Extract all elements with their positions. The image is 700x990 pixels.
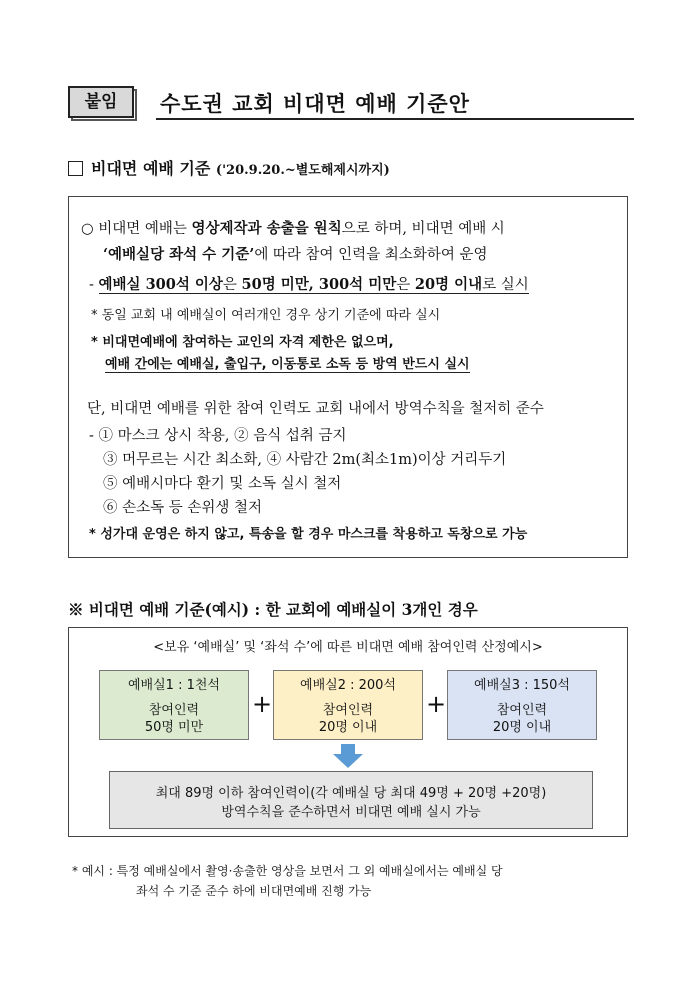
text-span: -	[89, 277, 99, 293]
criteria-box	[68, 196, 628, 558]
section2-heading: ※ 비대면 예배 기준(예시) : 한 교회에 예배실이 3개인 경우	[68, 600, 478, 619]
section1-title: 비대면 예배 기준	[91, 159, 211, 178]
criteria-line-8: - ① 마스크 상시 착용, ② 음식 섭취 금지	[89, 428, 347, 444]
section1-heading	[68, 156, 390, 179]
criteria-note-1: * 동일 교회 내 예배실이 여러개인 경우 상기 기준에 따라 실시	[91, 308, 441, 323]
criteria-note-2: * 비대면예배에 참여하는 교인의 자격 제한은 없으며,	[91, 335, 394, 350]
section1-period: ('20.9.20.~별도해제시까지)	[215, 163, 390, 178]
room-2-label: 참여인력	[322, 703, 374, 718]
criteria-line-9: ③ 머무르는 시간 최소화, ④ 사람간 2m(최소1m)이상 거리두기	[103, 452, 507, 468]
result-box	[109, 771, 593, 829]
footnote-line-1: * 예시 : 특정 예배실에서 촬영·송출한 영상을 보면서 그 외 예배실에서는 예배실 당	[72, 864, 503, 878]
room-3-label: 참여인력	[496, 703, 548, 718]
footnote-line-2: 좌석 수 기준 준수 하에 비대면예배 진행 가능	[136, 884, 372, 898]
text-span: 은	[222, 277, 242, 293]
text-span: ○ 비대면 예배는	[81, 221, 192, 237]
room-1-title: 예배실1 : 1천석	[128, 678, 220, 693]
text-span-bold: 20명 이내	[414, 276, 483, 293]
text-span-bold: 50명 미만, 300석 미만	[241, 276, 397, 293]
text-span: 으로 하며, 비대면 예배 시	[341, 221, 505, 237]
text-span-bold: ‘예배실당 좌석 수 기준’	[103, 246, 255, 263]
checkbox-icon	[68, 161, 83, 176]
example-box	[68, 627, 628, 837]
room-2-title: 예배실2 : 200석	[300, 678, 396, 693]
text-span: 로 실시	[482, 277, 529, 293]
criteria-line-1	[81, 217, 505, 238]
criteria-line-10: ⑤ 예배시마다 환기 및 소독 실시 철저	[103, 476, 342, 492]
room-3-box	[447, 670, 597, 740]
text-span: 은	[396, 277, 415, 293]
plus-sign-2: +	[426, 690, 447, 718]
down-arrow-icon	[333, 744, 363, 768]
criteria-line-7: 단, 비대면 예배를 위한 참여 인력도 교회 내에서 방역수칙을 철저히 준수	[87, 401, 544, 417]
result-line-2: 방역수칙을 준수하면서 비대면 예배 실시 가능	[221, 805, 481, 820]
criteria-note-4: * 성가대 운영은 하지 않고, 특송을 할 경우 마스크를 착용하고 독창으로 가능	[89, 527, 528, 542]
example-caption: <보유 ‘예배실’ 및 ‘좌석 수’에 따른 비대면 예배 참여인력 산정예시>	[153, 640, 543, 655]
room-1-value: 50명 미만	[144, 720, 204, 735]
room-1-box	[99, 670, 249, 740]
room-2-box	[273, 670, 423, 740]
room-3-value: 20명 이내	[492, 720, 552, 735]
criteria-line-11: ⑥ 손소독 등 손위생 철저	[103, 500, 262, 516]
title-underline	[156, 118, 634, 120]
text-span-bold: 영상제작과 송출을 원칙	[191, 220, 342, 237]
attachment-badge: 붙임	[68, 86, 134, 118]
room-2-value: 20명 이내	[318, 720, 378, 735]
page-header	[68, 86, 634, 120]
criteria-line-2	[103, 243, 487, 264]
room-3-title: 예배실3 : 150석	[474, 678, 570, 693]
text-span-bold: 예배실 300석 이상	[98, 276, 223, 293]
result-line-1: 최대 89명 이하 참여인력이(각 예배실 당 최대 49명 + 20명 +20명)	[155, 786, 547, 801]
room-1-label: 참여인력	[148, 703, 200, 718]
criteria-note-3: 예배 간에는 예배실, 출입구, 이동통로 소독 등 방역 반드시 실시	[105, 357, 470, 372]
text-span: 에 따라 참여 인력을 최소화하여 운영	[254, 247, 488, 263]
plus-sign-1: +	[252, 690, 273, 718]
page-title: 수도권 교회 비대면 예배 기준안	[160, 92, 470, 116]
criteria-line-3	[89, 273, 529, 294]
